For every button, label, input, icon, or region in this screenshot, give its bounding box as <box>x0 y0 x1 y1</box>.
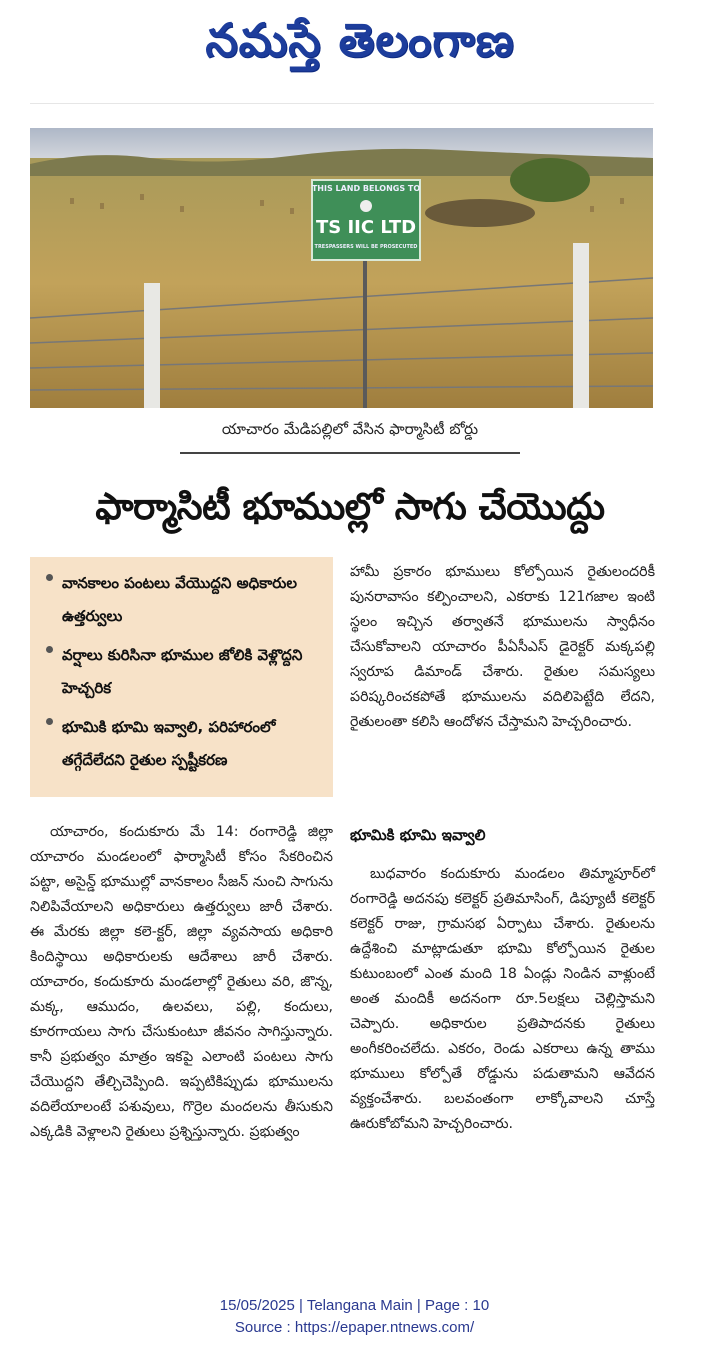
bullet-icon <box>46 646 53 653</box>
highlight-text: భూమికి భూమి ఇవ్వాలి, పరిహారంలో తగ్గేదేలేదని రైతుల స్పష్టీకరణ <box>62 718 276 769</box>
article-column-right-bottom <box>350 862 655 1137</box>
bullet-icon <box>46 718 53 725</box>
highlight-text: వర్షాలు కురిసినా భూముల జోలికి వెళ్లొద్దని హెచ్చరిక <box>62 646 303 697</box>
newspaper-logo: నమస్తే తెలంగాణ <box>205 13 515 67</box>
highlight-item <box>46 639 323 705</box>
photo-caption: యాచారం మేడిపల్లిలో వేసిన ఫార్మాసిటీ బోర్డు <box>221 420 479 438</box>
article-paragraph: హామీ ప్రకారం భూములు కోల్పోయిన రైతులందరికీ పునరావాసం కల్పించాలని, ఎకరాకు 121గజాల ఇంటి స్థలం ఇచ్చిన తర్వాతనే భూములను స్వాధీనం చేసుకోవాలని యాచారం పీఏసీఎస్ డైరెక్టర్ మక్కపల్లి స్వరూప డిమాండ్ చేశారు. రైతుల సమస్యలు పరిష్కరించకపోతే భూములను వదిలిపెట్టేది లేదని, రైతులంతా కలిసి ఆందోళన చేస్తామని హెచ్చరించారు. <box>350 564 655 730</box>
sign-text-line3: TRESPASSERS WILL BE PROSECUTED <box>314 244 418 250</box>
article-paragraph: యాచారం, కందుకూరు మే 14: రంగారెడ్డి జిల్లా యాచారం మండలంలో ఫార్మాసిటీ కోసం సేకరించిన పట్టా, అసైన్డ్ భూముల్లో వానకాలం సీజన్ నుంచి సాగును నిలిపివేయాలని అధికారులు ఉత్తర్వులు జారీ చేశారు. ఈ మేరకు జిల్లా కలె-క్టర్, జిల్లా వ్యవసాయ అధికారి కిందిస్థాయి అధికారులకు ఆదేశాలు జారీ చేశారు. యాచారం, కందుకూరు మండలాల్లో రైతులు వరి, జొన్న, మక్క, ఆముదం, ఉలవలు, పల్లి, కందులు, కూరగాయలు సాగు చేసుకుంటూ జీవనం సాగిస్తున్నారు. కానీ ప్రభుత్వం మాత్రం ఇకపై ఎలాంటి పంటలు సాగు చేయొద్దని తేల్చిచెప్పింది. ఇప్పటికిప్పుడు భూములను వదిలేయాలంటే పశువులు, గొర్రెల మందలను తీసుకుని ఎక్కడికి వెళ్లాలని రైతులు ప్రశ్నిస్తున్నారు. ప్రభుత్వం <box>30 824 333 1140</box>
article-column-left <box>30 820 333 1145</box>
edition-info: 15/05/2025 | Telangana Main | Page : 10 <box>219 1297 490 1314</box>
highlight-text: వానకాలం పంటలు వేయొద్దని అధికారుల ఉత్తర్వులు <box>62 574 297 625</box>
headline: ఫార్మాసిటీ భూముల్లో సాగు చేయొద్దు <box>95 485 605 528</box>
masthead <box>0 0 709 100</box>
bullet-icon <box>46 574 53 581</box>
masthead-divider <box>30 103 654 104</box>
sign-text-main: TS IIC LTD <box>315 217 417 238</box>
article-column-right-top <box>350 560 655 735</box>
highlight-item <box>46 567 323 633</box>
section-subheading: భూమికి భూమి ఇవ్వాలి <box>350 826 486 844</box>
highlight-item <box>46 711 323 777</box>
caption-underline <box>180 452 520 454</box>
sign-text-line1: THIS LAND BELONGS TO <box>311 184 421 193</box>
news-photo <box>30 128 653 408</box>
source-link[interactable]: Source : https://epaper.ntnews.com/ <box>234 1319 475 1336</box>
field-photo <box>30 128 653 408</box>
highlights-box <box>30 557 333 797</box>
article-paragraph: బుధవారం కందుకూరు మండలం తిమ్మాపూర్‌లో రంగారెడ్డి అదనపు కలెక్టర్ ప్రతిమాసింగ్, డిప్యూటీ కలెక్టర్ కలెక్టర్ రాజు, గ్రామసభ ఏర్పాటు చేశారు. రైతులను ఉద్దేశించి మాట్లాడుతూ భూమి కోల్పోయిన రైతుల కుటుంబంలో ఎంత మంది 18 ఏండ్లు నిండిన వాళ్లుంటే అంత మందికీ అదనంగా రూ.5లక్షలు చెల్లిస్తామని చెప్పారు. అధికారుల ప్రతిపాదనకు రైతులు అంగీకరించలేదు. ఎకరం, రెండు ఎకరాలు ఉన్న తాము భూములు కోల్పోతే రోడ్డును పడుతామని ఆవేదన వ్యక్తంచేశారు. బలవంతంగా లాక్కోవాలని చూస్తే ఊరుకోబోమని హెచ్చరించారు. <box>350 866 655 1132</box>
page-footer <box>0 1295 709 1339</box>
